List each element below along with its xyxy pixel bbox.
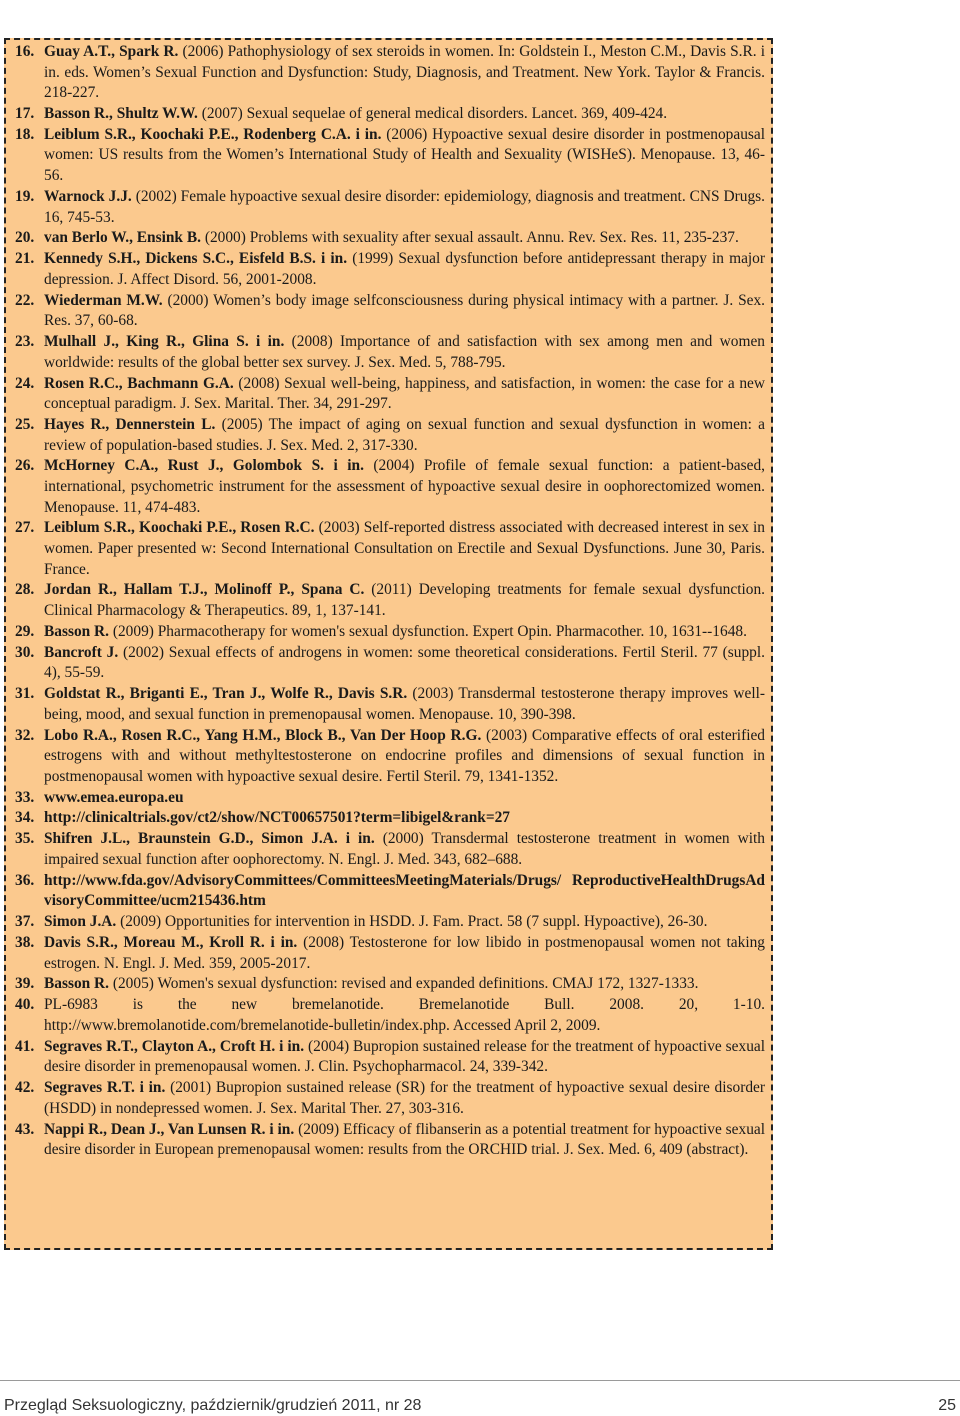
reference-number: 21. xyxy=(15,250,35,268)
reference-number: 33. xyxy=(15,788,35,806)
reference-item xyxy=(15,974,765,995)
reference-item xyxy=(15,622,765,643)
reference-number: 28. xyxy=(15,581,35,599)
reference-number: 32. xyxy=(15,726,35,744)
reference-text: (1999) Sexual dysfunction before antidepressant therapy in major depression. J. Affect Disord. 56, 2001-2008. xyxy=(44,250,765,288)
reference-text: (2009) Pharmacotherapy for women's sexual dysfunction. Expert Opin. Pharmacother. 10, 1631--1648. xyxy=(109,622,747,640)
page-number: 25 xyxy=(938,1397,956,1414)
reference-authors: Basson R. xyxy=(44,975,110,993)
reference-authors: Hayes R., Dennerstein L. xyxy=(44,415,216,433)
reference-item xyxy=(15,332,765,373)
reference-text: (2009) Opportunities for intervention in HSDD. J. Fam. Pract. 58 (7 suppl. Hypoactive), 26-30. xyxy=(116,913,708,931)
reference-authors: Goldstat R., Briganti E., Tran J., Wolfe R., Davis S.R. xyxy=(44,685,408,703)
reference-item xyxy=(15,249,765,290)
reference-item xyxy=(15,871,765,912)
reference-authors: Wiederman M.W. xyxy=(44,291,163,309)
reference-item xyxy=(15,228,765,249)
reference-number: 34. xyxy=(15,809,35,827)
reference-text: (2007) Sexual sequelae of general medical disorders. Lancet. 369, 409-424. xyxy=(197,105,668,123)
reference-item xyxy=(15,518,765,580)
reference-number: 39. xyxy=(15,975,35,993)
reference-authors: Basson R. xyxy=(44,622,110,640)
reference-text: (2004) Bupropion sustained release for the treatment of hypoactive sexual desire disorder in premenopausal women. J. Clin. Psychopharmacol. 24, 339-342. xyxy=(44,1037,765,1076)
reference-item xyxy=(15,1120,765,1161)
reference-text: (2006) Pathophysiology of sex steroids in women. In: Goldstein I., Meston C.M., Davis S.R. i in. eds. Women’s Sexual Function and Dysfunction: Study, Diagnosis, and Treatment. New York. Taylor & Francis. 218-227. xyxy=(44,43,766,102)
reference-authors: McHorney C.A., Rust J., Golombok S. i in. xyxy=(44,457,364,475)
reference-authors: Leiblum S.R., Koochaki P.E., Rodenberg C.A. i in. xyxy=(44,125,382,143)
reference-number: 29. xyxy=(15,622,35,640)
reference-number: 35. xyxy=(15,830,35,848)
reference-authors: Leiblum S.R., Koochaki P.E., Rosen R.C. xyxy=(44,519,315,537)
reference-text: (2000) Problems with sexuality after sexual assault. Annu. Rev. Sex. Res. 11, 235-237. xyxy=(200,229,739,247)
reference-authors: Lobo R.A., Rosen R.C., Yang H.M., Block B., Van Der Hoop R.G. xyxy=(44,726,482,744)
reference-text: (2005) The impact of aging on sexual function and sexual dysfunction in women: a review of population-based studies. J. Sex. Med. 2, 317-330. xyxy=(44,415,765,454)
reference-number: 27. xyxy=(15,519,35,537)
reference-number: 25. xyxy=(15,415,35,433)
reference-authors: Guay A.T., Spark R. xyxy=(44,43,179,60)
reference-item xyxy=(15,187,765,228)
reference-authors: Kennedy S.H., Dickens S.C., Eisfeld B.S. i in. xyxy=(44,250,348,268)
reference-text: (2003) Comparative effects of oral esterified estrogens with and without methyltestosterone on endocrine profiles and dimensions of sexual function in postmenopausal women with hypoactive sexual desire. Fertil Steril. 79, 1341-1352. xyxy=(44,726,765,785)
reference-text: (2003) Transdermal testosterone therapy improves well-being, mood, and sexual function in premenopausal women. Menopause. 10, 390-398. xyxy=(44,685,765,723)
reference-number: 22. xyxy=(15,291,35,309)
reference-number: 17. xyxy=(15,105,35,123)
reference-authors: Segraves R.T. i in. xyxy=(44,1079,166,1097)
reference-number: 23. xyxy=(15,333,35,351)
reference-text: (2004) Profile of female sexual function: a patient-based, international, psychometric instrument for the assessment of hypoactive sexual desire in oophorectomized women. Menopause. 11, 474-483. xyxy=(44,457,766,516)
reference-authors: van Berlo W., Ensink B. xyxy=(44,229,201,247)
reference-item xyxy=(15,580,765,621)
reference-authors: Warnock J.J. xyxy=(44,187,132,205)
reference-item xyxy=(15,912,765,933)
reference-item xyxy=(15,291,765,332)
reference-authors: Nappi R., Dean J., Van Lunsen R. i in. xyxy=(44,1120,295,1138)
reference-number: 26. xyxy=(15,457,35,475)
reference-text: (2008) Sexual well-being, happiness, and satisfaction, in women: the case for a new conceptual paradigm. J. Sex. Marital. Ther. 34, 291-297. xyxy=(44,374,765,413)
reference-authors: Simon J.A. xyxy=(44,913,117,931)
reference-number: 19. xyxy=(15,187,35,205)
reference-text: (2008) Importance of and satisfaction with sex among men and women worldwide: results of the global better sex survey. J. Sex. Med. 5, 788-795. xyxy=(44,333,765,371)
reference-item xyxy=(15,829,765,870)
reference-list xyxy=(15,42,765,1161)
reference-number: 24. xyxy=(15,374,35,392)
reference-authors: Mulhall J., King R., Glina S. i in. xyxy=(44,333,285,351)
reference-authors: Bancroft J. xyxy=(44,643,119,661)
reference-text: (2000) Transdermal testosterone treatment in women with impaired sexual function after oophorectomy. N. Engl. J. Med. 343, 682–688. xyxy=(44,830,765,868)
reference-item xyxy=(15,125,765,187)
reference-text: (2006) Hypoactive sexual desire disorder in postmenopausal women: US results from the Women’s International Study of Health and Sexuality (WISHeS). Menopause. 13, 46-56. xyxy=(44,125,765,185)
reference-number: 37. xyxy=(15,913,35,931)
reference-text: (2009) Efficacy of flibanserin as a potential treatment for hypoactive sexual desire disorder in European premenopausal women: results from the ORCHID trial. J. Sex. Med. 6, 409 (abstract). xyxy=(44,1120,765,1159)
reference-item xyxy=(15,415,765,456)
reference-text: (2005) Women's sexual dysfunction: revised and expanded definitions. CMAJ 172, 1327-1333. xyxy=(109,975,699,993)
reference-number: 31. xyxy=(15,685,35,703)
reference-number: 41. xyxy=(15,1037,35,1055)
reference-authors: Rosen R.C., Bachmann G.A. xyxy=(44,374,234,392)
reference-item xyxy=(15,684,765,725)
reference-item xyxy=(15,1037,765,1078)
reference-number: 30. xyxy=(15,643,35,661)
reference-item xyxy=(15,726,765,788)
reference-authors: Segraves R.T., Clayton A., Croft H. i in. xyxy=(44,1037,305,1055)
reference-number: 20. xyxy=(15,229,35,247)
reference-number: 42. xyxy=(15,1079,35,1097)
reference-number: 40. xyxy=(15,996,35,1014)
reference-text: (2001) Bupropion sustained release (SR) for the treatment of hypoactive sexual desire disorder (HSDD) in nondepressed women. J. Sex. Marital Ther. 27, 303-316. xyxy=(44,1079,765,1117)
reference-url[interactable]: http://www.fda.gov/AdvisoryCommittees/CommitteesMeetingMaterials/Drugs/ ReproductiveHealthDrugsAdvisoryCommittee/ucm215436.htm xyxy=(44,871,765,910)
reference-number: 18. xyxy=(15,125,35,143)
reference-text: (2000) Women’s body image selfconsciousness during physical intimacy with a partner. J. Sex. Res. 37, 60-68. xyxy=(44,291,765,330)
reference-text: PL-6983 is the new bremelanotide. Bremelanotide Bull. 2008. 20, 1-10. http://www.bremolanotide.com/bremelanotide-bulletin/index.php. Accessed April 2, 2009. xyxy=(44,996,765,1034)
references-box xyxy=(4,38,773,1250)
reference-item xyxy=(15,643,765,684)
reference-authors: Shifren J.L., Braunstein G.D., Simon J.A. i in. xyxy=(44,830,375,848)
reference-text: (2011) Developing treatments for female sexual dysfunction. Clinical Pharmacology & Therapeutics. 89, 1, 137-141. xyxy=(44,581,766,620)
journal-citation: Przegląd Seksuologiczny, październik/grudzień 2011, nr 28 xyxy=(4,1397,422,1414)
reference-item xyxy=(15,995,765,1036)
reference-authors: Davis S.R., Moreau M., Kroll R. i in. xyxy=(44,934,298,952)
reference-item xyxy=(15,933,765,974)
reference-number: 38. xyxy=(15,934,35,952)
reference-item xyxy=(15,788,765,809)
reference-text: (2002) Sexual effects of androgens in women: some theoretical considerations. Fertil Steril. 77 (suppl. 4), 55-59. xyxy=(44,643,765,682)
reference-authors: Basson R., Shultz W.W. xyxy=(44,105,198,123)
reference-text: (2008) Testosterone for low libido in postmenopausal women not taking estrogen. N. Engl. J. Med. 359, 2005-2017. xyxy=(44,934,765,972)
reference-url[interactable]: http://clinicaltrials.gov/ct2/show/NCT00657501?term=libigel&rank=27 xyxy=(44,809,510,827)
reference-text: (2002) Female hypoactive sexual desire disorder: epidemiology, diagnosis and treatment. CNS Drugs. 16, 745-53. xyxy=(44,187,765,226)
reference-url[interactable]: www.emea.europa.eu xyxy=(44,788,184,806)
reference-item xyxy=(15,808,765,829)
reference-number: 36. xyxy=(15,871,35,889)
reference-number: 43. xyxy=(15,1120,35,1138)
reference-item xyxy=(15,1078,765,1119)
reference-text: (2003) Self-reported distress associated with decreased interest in sex in women. Paper presented w: Second International Consultation on Erectile and Sexual Dysfunctions. June 30, Paris. France. xyxy=(44,519,765,578)
reference-item xyxy=(15,42,765,104)
reference-item xyxy=(15,104,765,125)
page-footer xyxy=(0,1380,960,1416)
reference-item xyxy=(15,374,765,415)
reference-item xyxy=(15,456,765,518)
reference-number: 16. xyxy=(15,43,35,60)
reference-authors: Jordan R., Hallam T.J., Molinoff P., Spana C. xyxy=(44,581,365,599)
